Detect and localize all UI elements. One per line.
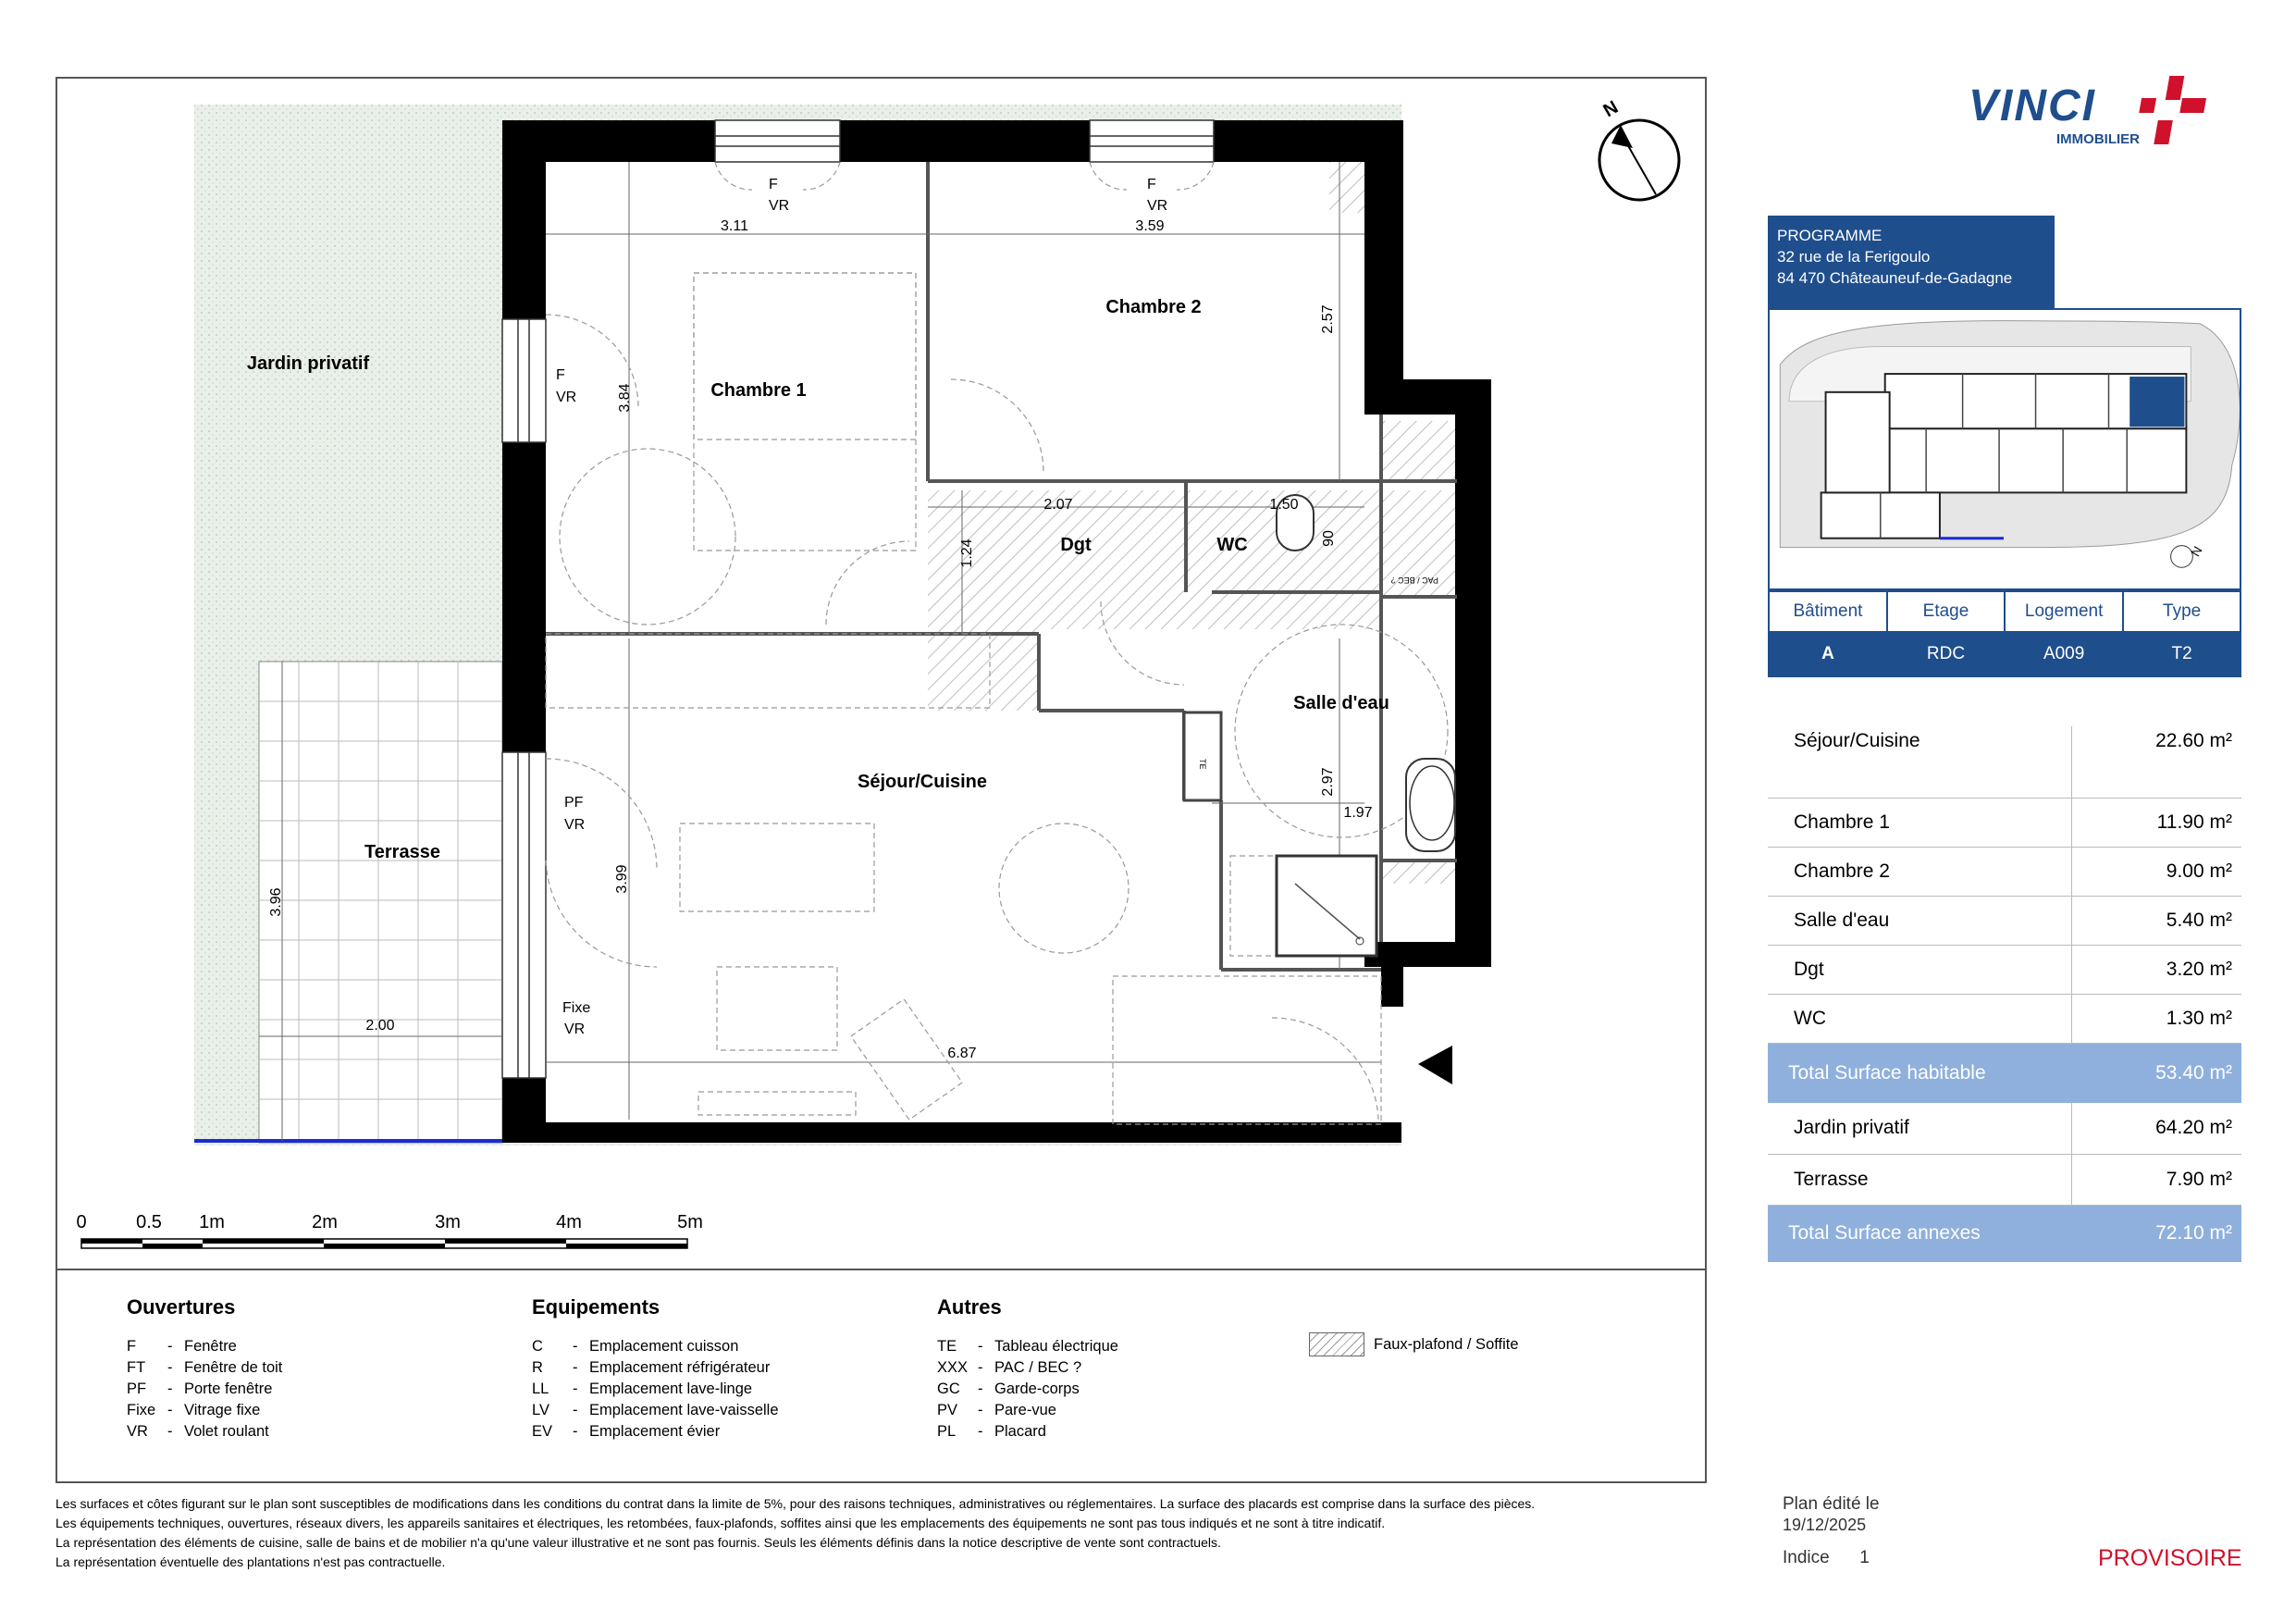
dim-sejour-height: 3.99 xyxy=(614,864,630,894)
sejour-fixe-vr: VR xyxy=(564,1021,586,1037)
dim-terrasse-width: 2.00 xyxy=(365,1018,395,1034)
ch1-window-vr: VR xyxy=(769,198,790,214)
edition-label: Plan édité le xyxy=(1783,1494,1880,1514)
legend-item: F - Fenêtre xyxy=(127,1338,237,1355)
scale-label-05: 0.5 xyxy=(136,1212,162,1232)
total-annexes-row: Total Surface annexes 72.10 m² xyxy=(1768,1205,2241,1262)
scale-label-4m: 4m xyxy=(556,1212,582,1232)
room-chambre1: Chambre 1 xyxy=(710,380,807,401)
scale-label-1m: 1m xyxy=(199,1212,225,1232)
ch1-window-f: F xyxy=(769,177,778,192)
legend-item: LV - Emplacement lave-vaisselle xyxy=(532,1402,779,1418)
legend-item: PF - Porte fenêtre xyxy=(127,1381,273,1397)
legend-autres-title: Autres xyxy=(937,1295,1002,1319)
legend-item: Fixe - Vitrage fixe xyxy=(127,1402,261,1418)
ch1-side-f: F xyxy=(556,367,565,383)
dim-terrasse-height: 3.96 xyxy=(268,887,284,917)
disclaimer-line: Les équipements techniques, ouvertures, réseaux divers, les appareils sanitaires et électriques, les retombées, faux-plafonds, soffites ainsi que les emplacements des équipements ne sont pas tous indiqués et ne sont à titre indicatif. xyxy=(56,1516,1386,1530)
scale-label-5m: 5m xyxy=(677,1212,703,1232)
header-logement: Logement xyxy=(2005,591,2123,632)
table-row: Terrasse 7.90 m² xyxy=(1768,1154,2241,1205)
north-arrow-icon xyxy=(1599,120,1679,200)
room-chambre2: Chambre 2 xyxy=(1105,297,1202,317)
programme-box xyxy=(1768,216,2055,308)
north-label: N xyxy=(1599,96,1623,122)
svg-text:IMMOBILIER: IMMOBILIER xyxy=(2056,131,2140,147)
disclaimer xyxy=(56,1494,1684,1572)
legend-equipements xyxy=(532,1295,902,1442)
programme-title: PROGRAMME xyxy=(1777,227,1882,244)
disclaimer-line: La représentation des éléments de cuisine, salle de bains et de mobilier n'a qu'une valeur illustrative et ne sont pas fournis. Seuls les éléments définis dans la notice descriptive de vente sont contractuels. xyxy=(56,1535,1221,1550)
legend-item: VR - Volet roulant xyxy=(127,1423,269,1440)
programme-address-1: 32 rue de la Ferigoulo xyxy=(1777,248,1931,266)
vinci-logo xyxy=(1969,72,2228,151)
dim-dgt-height: 1.24 xyxy=(959,539,975,568)
legend-item: PV - Pare-vue xyxy=(937,1402,1056,1418)
index-label: Indice xyxy=(1783,1548,1830,1567)
terrace-tiles xyxy=(259,662,502,1143)
legend-item: FT - Fenêtre de toit xyxy=(127,1359,283,1376)
header-etage: Etage xyxy=(1887,591,2005,632)
legend-item: LL - Emplacement lave-linge xyxy=(532,1381,753,1397)
scale-label-0: 0 xyxy=(76,1212,87,1232)
table-row: Séjour/Cuisine 22.60 m² xyxy=(1768,726,2241,798)
room-salle-eau: Salle d'eau xyxy=(1293,693,1389,713)
dim-ch1-height: 3.84 xyxy=(617,383,633,413)
edition-info xyxy=(1783,1494,1880,1535)
table-row: Salle d'eau 5.40 m² xyxy=(1768,896,2241,945)
legend-item: C - Emplacement cuisson xyxy=(532,1338,739,1355)
disclaimer-line: La représentation éventuelle des plantations n'est pas contractuelle. xyxy=(56,1554,446,1569)
legend-ouvertures xyxy=(127,1295,497,1442)
room-dgt: Dgt xyxy=(1060,535,1092,555)
dim-wc-depth: 90 xyxy=(1321,530,1337,547)
sejour-fixe: Fixe xyxy=(562,1000,591,1016)
dim-ch2-height: 2.57 xyxy=(1320,304,1336,334)
dim-ch2-width: 3.59 xyxy=(1135,218,1165,234)
legend-item: XXX - PAC / BEC ? xyxy=(937,1359,1082,1376)
edition-date: 19/12/2025 xyxy=(1783,1516,1867,1534)
legend-item: R - Emplacement réfrigérateur xyxy=(532,1359,771,1376)
lot-info-table xyxy=(1768,590,2241,677)
hatch-label: Faux-plafond / Soffite xyxy=(1374,1335,1519,1353)
room-sejour: Séjour/Cuisine xyxy=(857,772,988,792)
disclaimer-line: Les surfaces et côtes figurant sur le plan sont susceptibles de modifications dans les conditions du contrat dans la limite de 5%, pour des raisons techniques, administratives ou réglementaires. La surface des placards est comprise dans la surface des pièces. xyxy=(56,1496,1536,1511)
header-batiment: Bâtiment xyxy=(1769,591,1887,632)
svg-text:N: N xyxy=(2187,543,2205,559)
table-row: Chambre 1 11.90 m² xyxy=(1768,798,2241,847)
index-info xyxy=(1783,1548,1870,1568)
legend-item: EV - Emplacement évier xyxy=(532,1423,721,1440)
dim-sejour-width: 6.87 xyxy=(947,1046,977,1061)
legend-item: GC - Garde-corps xyxy=(937,1381,1080,1397)
lot-highlight xyxy=(2129,377,2184,427)
entry-arrow-icon xyxy=(1418,1046,1452,1084)
ch2-window-vr: VR xyxy=(1147,198,1168,214)
value-type: T2 xyxy=(2123,632,2240,676)
vinci-cross-icon xyxy=(2139,76,2206,144)
value-batiment: A xyxy=(1769,632,1887,676)
pac-label: PAC / BEC ? xyxy=(1390,576,1438,585)
legend-autres xyxy=(937,1295,1307,1442)
value-etage: RDC xyxy=(1887,632,2005,676)
legend-item: PL - Placard xyxy=(937,1423,1046,1440)
site-key-map xyxy=(1768,308,2241,590)
sejour-pf-vr: VR xyxy=(564,817,586,833)
hatch-swatch xyxy=(1309,1332,1364,1356)
ch2-window-f: F xyxy=(1147,177,1156,192)
table-row: Jardin privatif 64.20 m² xyxy=(1768,1103,2241,1154)
total-habitable-row: Total Surface habitable 53.40 m² xyxy=(1768,1043,2241,1103)
scale-label-3m: 3m xyxy=(435,1212,461,1232)
svg-text:VINCI: VINCI xyxy=(1969,81,2097,130)
te-label: TE xyxy=(1198,759,1207,770)
dim-wc-width: 1.50 xyxy=(1269,497,1299,513)
table-row: Chambre 2 9.00 m² xyxy=(1768,847,2241,896)
legend-equipements-title: Equipements xyxy=(532,1295,660,1319)
value-logement: A009 xyxy=(2005,632,2123,676)
room-jardin: Jardin privatif xyxy=(246,353,370,374)
legend-hatch xyxy=(1309,1332,1519,1356)
legend-ouvertures-title: Ouvertures xyxy=(127,1295,236,1319)
scale-bar xyxy=(76,1212,702,1248)
programme-address-2: 84 470 Châteauneuf-de-Gadagne xyxy=(1777,269,2013,287)
table-row: Dgt 3.20 m² xyxy=(1768,945,2241,994)
legend-item: TE - Tableau électrique xyxy=(937,1338,1118,1355)
table-row: WC 1.30 m² xyxy=(1768,994,2241,1043)
status-label: PROVISOIRE xyxy=(2098,1545,2242,1571)
scale-label-2m: 2m xyxy=(312,1212,338,1232)
dim-ch1-width: 3.11 xyxy=(721,218,748,234)
room-terrasse: Terrasse xyxy=(364,842,440,862)
dim-sde-width: 1.97 xyxy=(1343,805,1373,821)
room-wc: WC xyxy=(1216,535,1248,555)
dim-sde-height: 2.97 xyxy=(1320,767,1336,797)
dim-dgt-width: 2.07 xyxy=(1043,497,1073,513)
sejour-pf: PF xyxy=(564,795,584,811)
ch1-side-vr: VR xyxy=(556,390,577,405)
index-value: 1 xyxy=(1859,1548,1870,1567)
header-type: Type xyxy=(2123,591,2240,632)
surfaces-table xyxy=(1768,726,2241,1262)
